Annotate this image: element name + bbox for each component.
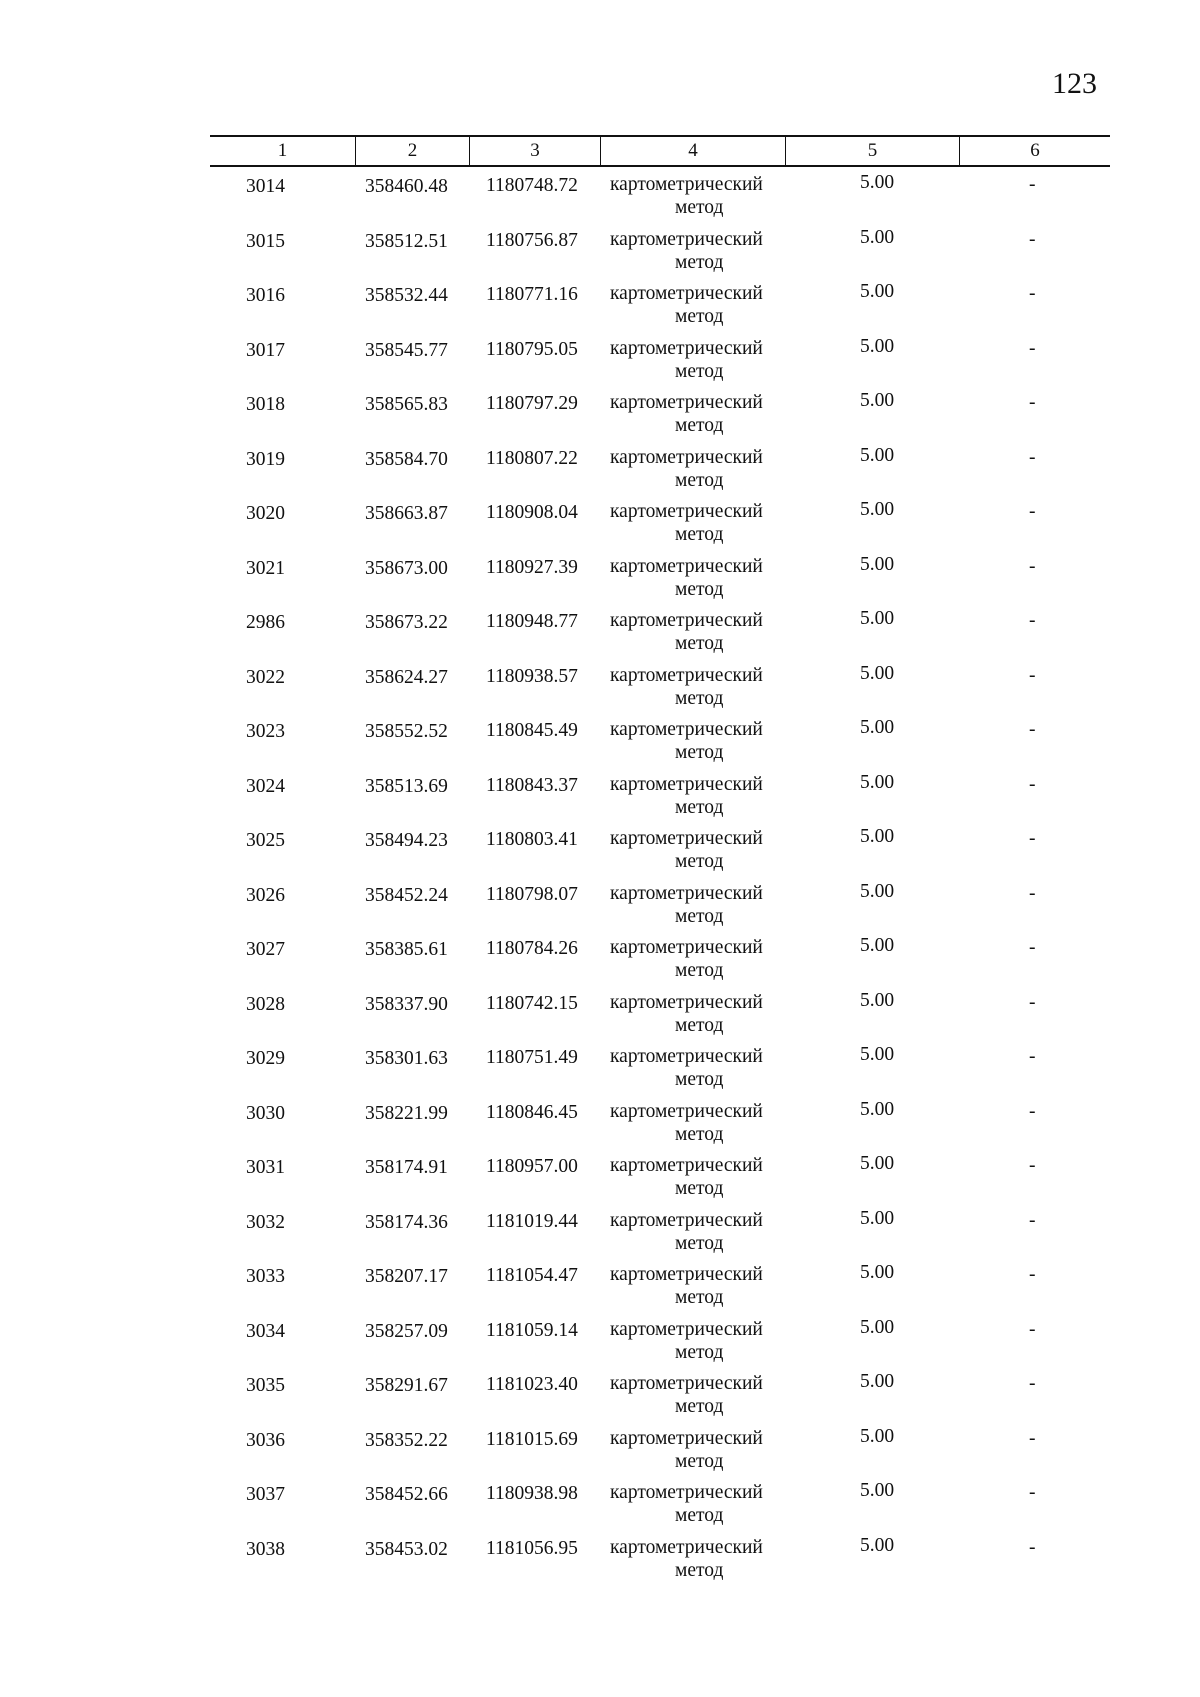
table-row (210, 1370, 1110, 1425)
accuracy-value: 5.00 (860, 1316, 895, 1338)
table-row (210, 226, 1110, 281)
method-line2: метод (675, 524, 724, 545)
accuracy-value: 5.00 (860, 989, 895, 1011)
method-line1: картометрический (610, 283, 763, 304)
coord-y: 1180957.00 (486, 1156, 578, 1177)
method-line2: метод (675, 633, 724, 654)
method-line2: метод (675, 415, 724, 436)
method-line2: метод (675, 1123, 724, 1145)
table-row (210, 825, 1110, 880)
point-number: 3032 (246, 1211, 285, 1233)
coord-y: 1181059.14 (486, 1319, 578, 1341)
description-value: - (1029, 610, 1036, 631)
accuracy-value: 5.00 (860, 717, 895, 738)
coord-x: 358352.22 (365, 1429, 448, 1451)
coord-x: 358207.17 (365, 1266, 448, 1287)
table-row (210, 989, 1110, 1044)
accuracy-value: 5.00 (860, 935, 895, 956)
method-line1: картометрический (610, 174, 763, 195)
coord-x: 358257.09 (365, 1320, 448, 1342)
method-line1: картометрический (610, 991, 763, 1013)
table-row (210, 1316, 1110, 1371)
table-row (210, 171, 1110, 226)
accuracy-value: 5.00 (860, 1534, 895, 1556)
coord-y: 1180938.98 (486, 1483, 578, 1504)
point-number: 3034 (246, 1320, 285, 1342)
accuracy-value: 5.00 (860, 826, 895, 847)
description-value: - (1029, 773, 1036, 795)
coord-y: 1180748.72 (486, 175, 578, 196)
method-line2: метод (675, 1069, 724, 1090)
coord-y: 1180751.49 (486, 1047, 578, 1068)
table-row (210, 662, 1110, 717)
method-line1: картометрический (610, 719, 763, 740)
coord-x: 358494.23 (365, 830, 448, 851)
method-line2: метод (675, 687, 724, 709)
description-value: - (1029, 828, 1036, 849)
coord-x: 358452.24 (365, 884, 448, 906)
table-row (210, 1098, 1110, 1153)
description-value: - (1029, 1209, 1036, 1231)
method-line2: метод (675, 578, 724, 600)
point-number: 3014 (246, 176, 285, 197)
method-line1: картометрический (610, 773, 763, 795)
table-row (210, 880, 1110, 935)
method-line1: картометрический (610, 1155, 763, 1176)
method-line2: метод (675, 1505, 724, 1526)
point-number: 3021 (246, 557, 285, 579)
method-line1: картометрический (610, 664, 763, 686)
method-line1: картометрический (610, 555, 763, 577)
method-line1: картометрический (610, 228, 763, 250)
coord-x: 358453.02 (365, 1538, 448, 1560)
description-value: - (1029, 1482, 1036, 1503)
coord-x: 358532.44 (365, 285, 448, 306)
description-value: - (1029, 1318, 1036, 1340)
coord-y: 1180843.37 (486, 774, 578, 796)
page-number: 123 (1052, 67, 1097, 100)
coord-y: 1181056.95 (486, 1537, 578, 1559)
coord-x: 358385.61 (365, 939, 448, 960)
method-line2: метод (675, 1178, 724, 1199)
method-line2: метод (675, 851, 724, 872)
description-value: - (1029, 1373, 1036, 1394)
description-value: - (1029, 337, 1036, 359)
table-header (210, 135, 1110, 167)
method-line2: метод (675, 1014, 724, 1036)
method-line1: картометрический (610, 937, 763, 958)
point-number: 3016 (246, 285, 285, 306)
accuracy-value: 5.00 (860, 880, 895, 902)
point-number: 3038 (246, 1538, 285, 1560)
accuracy-value: 5.00 (860, 1153, 895, 1174)
method-line2: метод (675, 469, 724, 491)
coord-x: 358673.22 (365, 612, 448, 633)
description-value: - (1029, 719, 1036, 740)
coord-y: 1180784.26 (486, 938, 578, 959)
method-line1: картометрический (610, 1427, 763, 1449)
accuracy-value: 5.00 (860, 172, 895, 193)
description-value: - (1029, 882, 1036, 904)
table-row (210, 498, 1110, 553)
coord-y: 1181023.40 (486, 1374, 578, 1395)
method-line2: метод (675, 905, 724, 927)
accuracy-value: 5.00 (860, 553, 895, 575)
method-line2: метод (675, 960, 724, 981)
description-value: - (1029, 991, 1036, 1013)
method-line2: метод (675, 306, 724, 327)
header-cell: 2 (356, 137, 470, 165)
coord-x: 358174.36 (365, 1211, 448, 1233)
coord-x: 358584.70 (365, 448, 448, 470)
method-line1: картометрический (610, 1046, 763, 1067)
method-line1: картометрический (610, 828, 763, 849)
point-number: 3028 (246, 993, 285, 1015)
accuracy-value: 5.00 (860, 1425, 895, 1447)
coord-y: 1180795.05 (486, 338, 578, 360)
description-value: - (1029, 228, 1036, 250)
coord-x: 358291.67 (365, 1375, 448, 1396)
method-line1: картометрический (610, 1373, 763, 1394)
method-line2: метод (675, 1396, 724, 1417)
point-number: 3019 (246, 448, 285, 470)
point-number: 3031 (246, 1157, 285, 1178)
description-value: - (1029, 1155, 1036, 1176)
point-number: 3025 (246, 830, 285, 851)
point-number: 3037 (246, 1484, 285, 1505)
method-line2: метод (675, 1559, 724, 1581)
accuracy-value: 5.00 (860, 335, 895, 357)
table-row (210, 1479, 1110, 1534)
method-line2: метод (675, 1341, 724, 1363)
coord-x: 358673.00 (365, 557, 448, 579)
coord-y: 1180845.49 (486, 720, 578, 741)
description-value: - (1029, 174, 1036, 195)
coord-y: 1180927.39 (486, 556, 578, 578)
coord-x: 358512.51 (365, 230, 448, 252)
header-cell: 3 (470, 137, 601, 165)
coord-x: 358624.27 (365, 666, 448, 688)
accuracy-value: 5.00 (860, 1262, 895, 1283)
accuracy-value: 5.00 (860, 444, 895, 466)
accuracy-value: 5.00 (860, 1480, 895, 1501)
table-row (210, 771, 1110, 826)
table-row (210, 1043, 1110, 1098)
description-value: - (1029, 1536, 1036, 1558)
coord-x: 358452.66 (365, 1484, 448, 1505)
coord-x: 358460.48 (365, 176, 448, 197)
coord-y: 1180807.22 (486, 447, 578, 469)
coord-y: 1181054.47 (486, 1265, 578, 1286)
accuracy-value: 5.00 (860, 281, 895, 302)
point-number: 3030 (246, 1102, 285, 1124)
description-value: - (1029, 446, 1036, 468)
method-line1: картометрический (610, 1482, 763, 1503)
accuracy-value: 5.00 (860, 390, 895, 411)
point-number: 3017 (246, 339, 285, 361)
method-line1: картометрический (610, 1209, 763, 1231)
table-row (210, 335, 1110, 390)
coord-y: 1181019.44 (486, 1210, 578, 1232)
method-line2: метод (675, 197, 724, 218)
coord-x: 358337.90 (365, 993, 448, 1015)
accuracy-value: 5.00 (860, 662, 895, 684)
coord-y: 1180742.15 (486, 992, 578, 1014)
method-line1: картометрический (610, 392, 763, 413)
description-value: - (1029, 392, 1036, 413)
accuracy-value: 5.00 (860, 1207, 895, 1229)
accuracy-value: 5.00 (860, 226, 895, 248)
coord-x: 358552.52 (365, 721, 448, 742)
description-value: - (1029, 1264, 1036, 1285)
table-row (210, 280, 1110, 335)
description-value: - (1029, 664, 1036, 686)
point-number: 3024 (246, 775, 285, 797)
method-line2: метод (675, 1232, 724, 1254)
table-row (210, 1152, 1110, 1207)
method-line2: метод (675, 360, 724, 382)
point-number: 3023 (246, 721, 285, 742)
accuracy-value: 5.00 (860, 499, 895, 520)
coord-x: 358565.83 (365, 394, 448, 415)
point-number: 3033 (246, 1266, 285, 1287)
description-value: - (1029, 501, 1036, 522)
accuracy-value: 5.00 (860, 608, 895, 629)
method-line2: метод (675, 796, 724, 818)
header-cell: 4 (601, 137, 786, 165)
method-line1: картометрический (610, 337, 763, 359)
point-number: 3035 (246, 1375, 285, 1396)
header-cell: 1 (210, 137, 356, 165)
accuracy-value: 5.00 (860, 771, 895, 793)
method-line2: метод (675, 1450, 724, 1472)
point-number: 3022 (246, 666, 285, 688)
table-row (210, 389, 1110, 444)
point-number: 3020 (246, 503, 285, 524)
coord-y: 1180798.07 (486, 883, 578, 905)
table-row (210, 1534, 1110, 1589)
table-row (210, 1425, 1110, 1480)
accuracy-value: 5.00 (860, 1098, 895, 1120)
coord-x: 358174.91 (365, 1157, 448, 1178)
point-number: 3015 (246, 230, 285, 252)
method-line1: картометрический (610, 446, 763, 468)
description-value: - (1029, 937, 1036, 958)
coord-y: 1180938.57 (486, 665, 578, 687)
coord-x: 358301.63 (365, 1048, 448, 1069)
table-row (210, 934, 1110, 989)
table-row (210, 444, 1110, 499)
description-value: - (1029, 1046, 1036, 1067)
description-value: - (1029, 1100, 1036, 1122)
point-number: 3036 (246, 1429, 285, 1451)
table-row (210, 553, 1110, 608)
coord-x: 358545.77 (365, 339, 448, 361)
coord-y: 1180771.16 (486, 284, 578, 305)
coord-y: 1180948.77 (486, 611, 578, 632)
point-number: 2986 (246, 612, 285, 633)
accuracy-value: 5.00 (860, 1044, 895, 1065)
method-line2: метод (675, 251, 724, 273)
table-row (210, 1207, 1110, 1262)
header-cell: 6 (1030, 140, 1040, 161)
coord-y: 1180846.45 (486, 1101, 578, 1123)
method-line1: картометрический (610, 610, 763, 631)
method-line1: картометрический (610, 1536, 763, 1558)
table-row (210, 607, 1110, 662)
description-value: - (1029, 1427, 1036, 1449)
method-line1: картометрический (610, 1318, 763, 1340)
description-value: - (1029, 283, 1036, 304)
coord-x: 358513.69 (365, 775, 448, 797)
coord-x: 358663.87 (365, 503, 448, 524)
table-body (210, 171, 1110, 1588)
table-row (210, 716, 1110, 771)
header-cell: 5 (786, 137, 960, 165)
coord-y: 1181015.69 (486, 1428, 578, 1450)
accuracy-value: 5.00 (860, 1371, 895, 1392)
method-line2: метод (675, 742, 724, 763)
method-line1: картометрический (610, 1264, 763, 1285)
coord-y: 1180803.41 (486, 829, 578, 850)
description-value: - (1029, 555, 1036, 577)
point-number: 3018 (246, 394, 285, 415)
coord-x: 358221.99 (365, 1102, 448, 1124)
point-number: 3029 (246, 1048, 285, 1069)
coord-y: 1180756.87 (486, 229, 578, 251)
method-line2: метод (675, 1287, 724, 1308)
method-line1: картометрический (610, 882, 763, 904)
method-line1: картометрический (610, 1100, 763, 1122)
point-number: 3026 (246, 884, 285, 906)
method-line1: картометрический (610, 501, 763, 522)
point-number: 3027 (246, 939, 285, 960)
table-row (210, 1261, 1110, 1316)
coord-y: 1180797.29 (486, 393, 578, 414)
coord-y: 1180908.04 (486, 502, 578, 523)
